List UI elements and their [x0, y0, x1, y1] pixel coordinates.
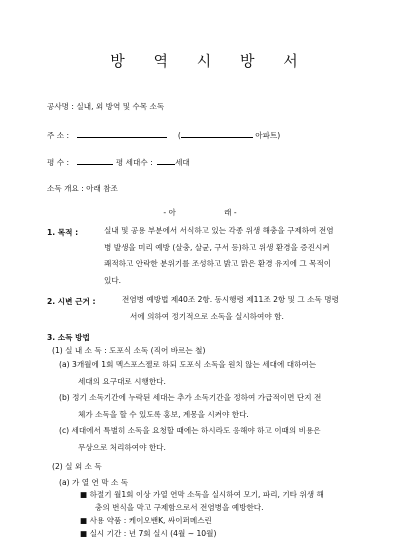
address-label: 주 소 :: [47, 131, 70, 140]
outdoor-disinfection: (2) 실 외 소 독: [52, 462, 102, 471]
section-1-line: 쾌적하고 안락한 분위기를 조성하고 밝고 맑은 환경 유지에 그 목적이: [104, 259, 332, 268]
outdoor-item: ■ 실시 기간 : 년 7회 실시 (4월 ~ 10월): [80, 529, 217, 538]
section-1-line: 실내 및 공용 부분에서 서식하고 있는 각종 위생 해충을 구제하여 전염: [104, 226, 334, 235]
apartment-blank: [181, 129, 253, 138]
area-blank: [77, 156, 113, 165]
outdoor-item: ■ 하절기 월1회 이상 가열 연막 소독을 실시하여 모기, 파리, 기타 위생 해: [80, 490, 324, 499]
indoor-item: (a) 3개월에 1회 멕스포스젤로 하되 도포식 소독을 원치 않는 세대에 대하여는: [59, 360, 317, 369]
project-name: 공사명 : 실내, 외 방역 및 수목 소독: [47, 102, 165, 111]
document-title: 방 역 시 방 서: [110, 52, 310, 70]
section-1-text: [104, 223, 334, 289]
section-3-label: 3. 소독 방법: [47, 333, 90, 342]
household-blank: [157, 156, 175, 165]
area-label: 평 수 :: [47, 158, 70, 167]
section-2-label: 2. 시변 근거 :: [47, 297, 96, 306]
indoor-item: 체가 소독을 할 수 있도록 홍보, 계몽을 시켜야 한다.: [78, 409, 249, 419]
outdoor-item: ■ 사용 약품 : 케이오밴K, 싸이퍼메스린: [80, 516, 212, 525]
section-2-text: [122, 292, 339, 325]
address-row: [47, 129, 280, 141]
indoor-item: 세대의 요구대로 시행한다.: [78, 376, 166, 386]
overview: 소독 개요 : 아래 참조: [47, 184, 118, 193]
indoor-item: 무상으로 처리하여야 한다.: [78, 442, 166, 452]
address-suffix: 아파트): [255, 131, 281, 140]
fog-disinfection: (a) 가 열 연 막 소 독: [59, 478, 129, 487]
indoor-item: (c) 세대에서 특별히 소독을 요청할 때에는 하시라도 응해야 하고 이때의 비용은: [59, 426, 321, 435]
section-1-line: 병 발생을 미리 예방 (살충, 살균, 구서 등)하고 위생 환경을 증진시켜: [104, 242, 330, 252]
indoor-items: [59, 357, 389, 456]
indoor-item: (b) 정기 소독기간에 누락된 세대는 추가 소독기간을 정하여 가급적이면 단지 전: [59, 393, 322, 402]
area-row: [47, 156, 190, 168]
section-1-label: 1. 목적 :: [47, 228, 79, 237]
outdoor-item: 충의 번식을 막고 구제함으로서 전염병을 예방한다.: [95, 503, 264, 512]
household-unit: 세대: [175, 158, 190, 167]
section-2-line: 전염병 예방법 제40조 2항. 동시행령 제11조 2항 및 그 소독 명령: [122, 295, 339, 304]
below-heading: - 아 래 -: [163, 208, 237, 217]
area-unit: 평 세대수 :: [115, 158, 153, 167]
address-blank: [77, 129, 167, 138]
indoor-disinfection: (1) 실 내 소 독 : 도포식 소독 (직어 바르는 철): [52, 346, 206, 355]
section-2-line: 서에 의하여 정기적으로 소독을 실시하여야 함.: [130, 311, 284, 321]
outdoor-items: [80, 488, 392, 540]
address-paren: (: [177, 131, 181, 140]
section-1-line: 있다.: [104, 275, 122, 285]
